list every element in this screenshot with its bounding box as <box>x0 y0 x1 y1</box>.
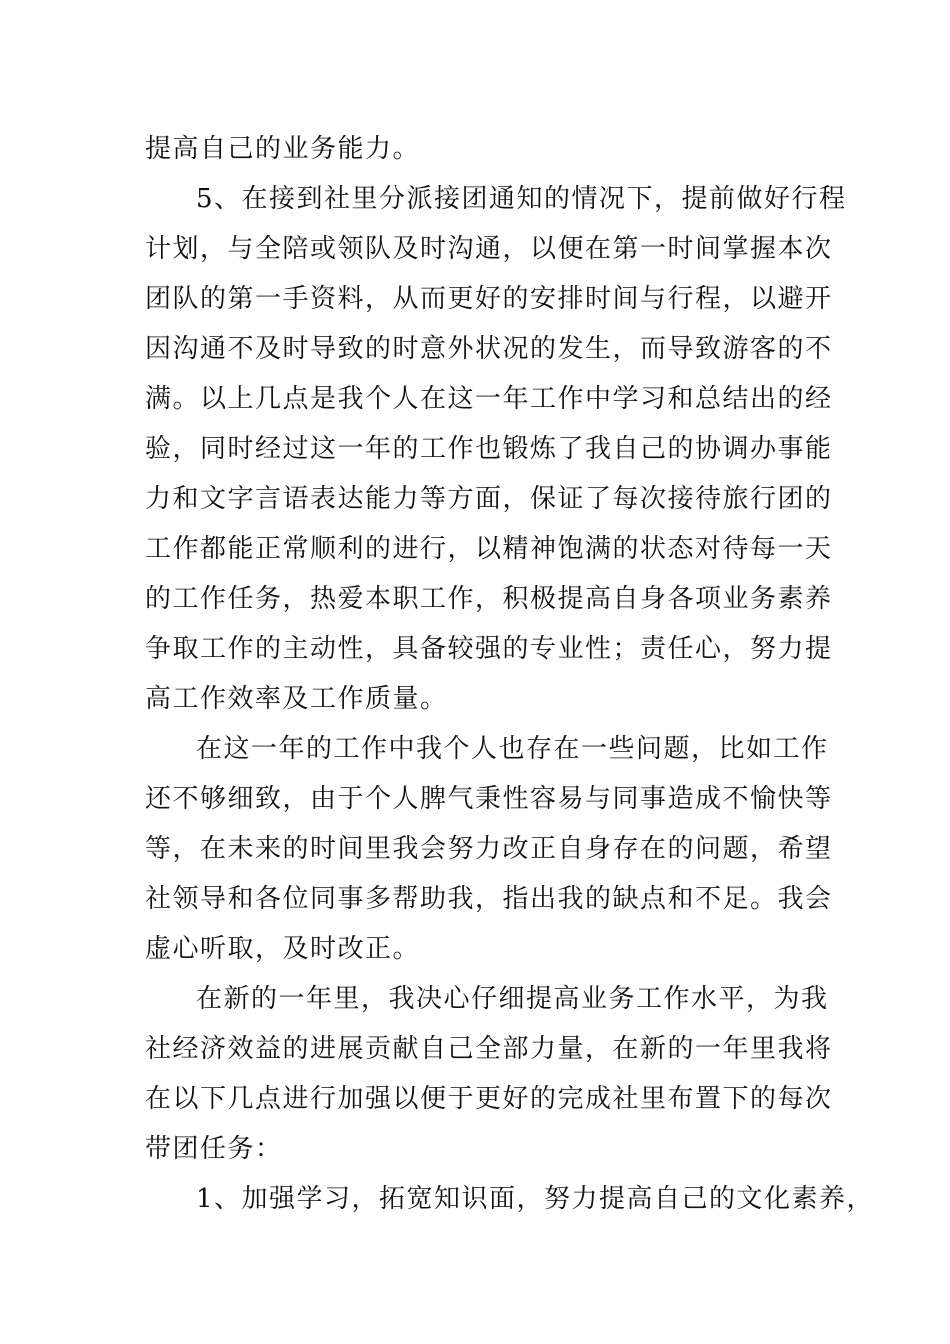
text-line: 1、加强学习，拓宽知识面，努力提高自己的文化素养， <box>196 1184 875 1214</box>
text-line: 争取工作的主动性，具备较强的专业性；责任心，努力提 <box>145 634 833 664</box>
text-line: 在以下几点进行加强以便于更好的完成社里布置下的每次 <box>145 1084 833 1114</box>
text-line: 验，同时经过这一年的工作也锻炼了我自己的协调办事能 <box>145 434 833 464</box>
text-line: 满。以上几点是我个人在这一年工作中学习和总结出的经 <box>145 384 833 414</box>
text-line: 提高自己的业务能力。 <box>145 134 421 164</box>
text-line: 在新的一年里，我决心仔细提高业务工作水平，为我 <box>196 984 829 1014</box>
text-line: 高工作效率及工作质量。 <box>145 684 448 714</box>
text-line: 力和文字言语表达能力等方面，保证了每次接待旅行团的 <box>145 484 833 514</box>
text-line: 5、在接到社里分派接团通知的情况下，提前做好行程 <box>196 184 847 214</box>
text-line: 社领导和各位同事多帮助我，指出我的缺点和不足。我会 <box>145 884 833 914</box>
text-line: 工作都能正常顺利的进行，以精神饱满的状态对待每一天 <box>145 534 833 564</box>
text-line: 因沟通不及时导致的时意外状况的发生，而导致游客的不 <box>145 334 833 364</box>
text-line: 社经济效益的进展贡献自己全部力量，在新的一年里我将 <box>145 1034 833 1064</box>
text-line: 的工作任务，热爱本职工作，积极提高自身各项业务素养 <box>145 584 833 614</box>
text-line: 等，在未来的时间里我会努力改正自身存在的问题，希望 <box>145 834 833 864</box>
text-line: 带团任务： <box>145 1134 283 1164</box>
text-line: 还不够细致，由于个人脾气秉性容易与同事造成不愉快等 <box>145 784 833 814</box>
text-line: 计划，与全陪或领队及时沟通，以便在第一时间掌握本次 <box>145 234 833 264</box>
text-line: 在这一年的工作中我个人也存在一些问题，比如工作 <box>196 734 829 764</box>
text-line: 团队的第一手资料，从而更好的安排时间与行程，以避开 <box>145 284 833 314</box>
text-line: 虚心听取，及时改正。 <box>145 934 421 964</box>
